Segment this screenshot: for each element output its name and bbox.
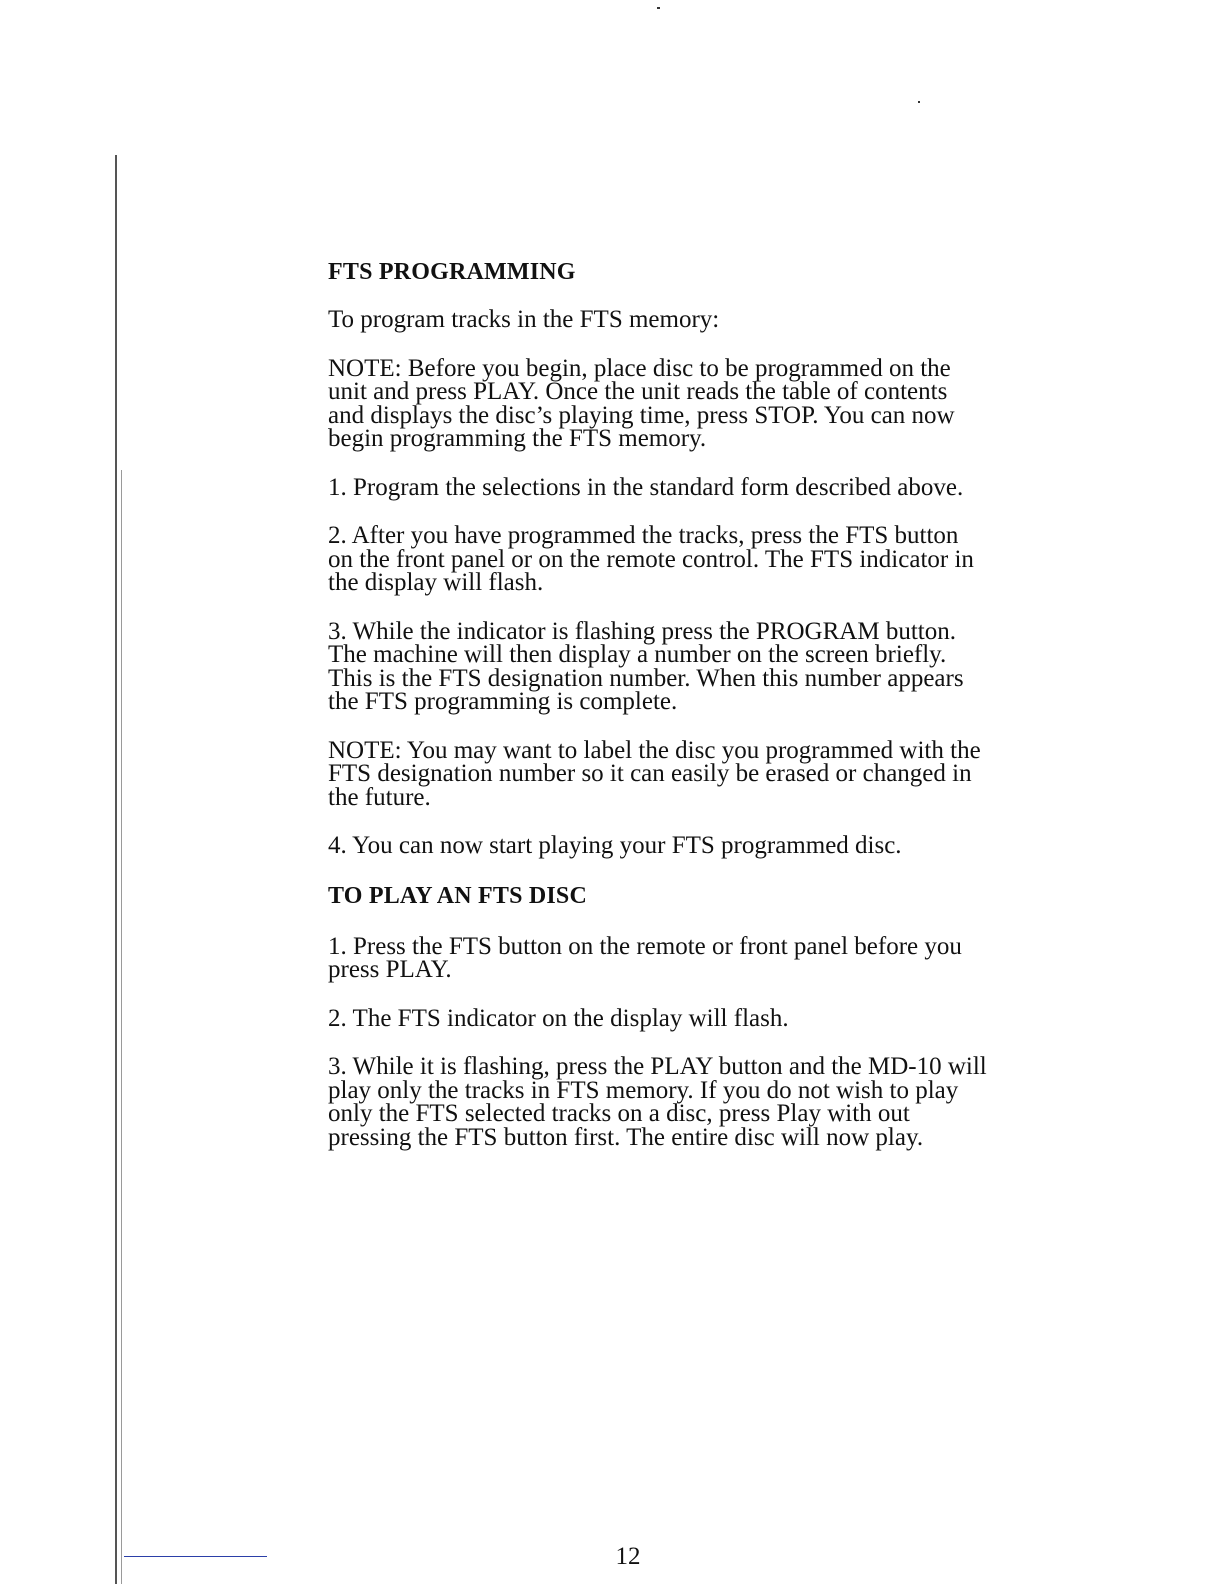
- programming-step-4: 4. You can now start playing your FTS programmed disc.: [328, 832, 902, 859]
- page-binding-edge: [115, 155, 117, 1584]
- heading-fts-programming: FTS PROGRAMMING: [328, 259, 576, 285]
- page-content: [328, 258, 988, 1149]
- play-step-2: 2. The FTS indicator on the display will flash.: [328, 1004, 789, 1032]
- note-label-disc: NOTE: You may want to label the disc you programmed with the FTS designation number so it can easily be erased or changed in the future.: [328, 736, 981, 811]
- play-step-3: 3. While it is flashing, press the PLAY button and the MD-10 will play only the tracks in FTS memory. If you do not wish to play only the FTS selected tracks on a disc, press Play with out pressing the FTS button first. The entire disc will now play.: [328, 1053, 987, 1151]
- heading-play-fts-disc: TO PLAY AN FTS DISC: [328, 882, 587, 909]
- play-step-1: 1. Press the FTS button on the remote or front panel before you press PLAY.: [328, 932, 962, 983]
- page-number: 12: [615, 1543, 641, 1570]
- programming-step-2: 2. After you have programmed the tracks, press the FTS button on the front panel or on the remote control. The FTS indicator in the display will flash.: [328, 522, 974, 596]
- programming-step-1: 1. Program the selections in the standard form described above.: [328, 473, 964, 501]
- scan-speck: [918, 101, 920, 103]
- scan-speck: [657, 7, 660, 9]
- note-before-programming: NOTE: Before you begin, place disc to be programmed on the unit and press PLAY. Once the unit reads the table of contents and displays the disc’s playing time, press STOP. You can now begin programming the FTS memory.: [328, 354, 955, 452]
- page-binding-shadow: [121, 470, 122, 1584]
- intro-text: To program tracks in the FTS memory:: [328, 306, 720, 333]
- programming-step-3: 3. While the indicator is flashing press the PROGRAM button. The machine will then display a number on the screen briefly. This is the FTS designation number. When this number appears the FTS programming is complete.: [328, 617, 964, 715]
